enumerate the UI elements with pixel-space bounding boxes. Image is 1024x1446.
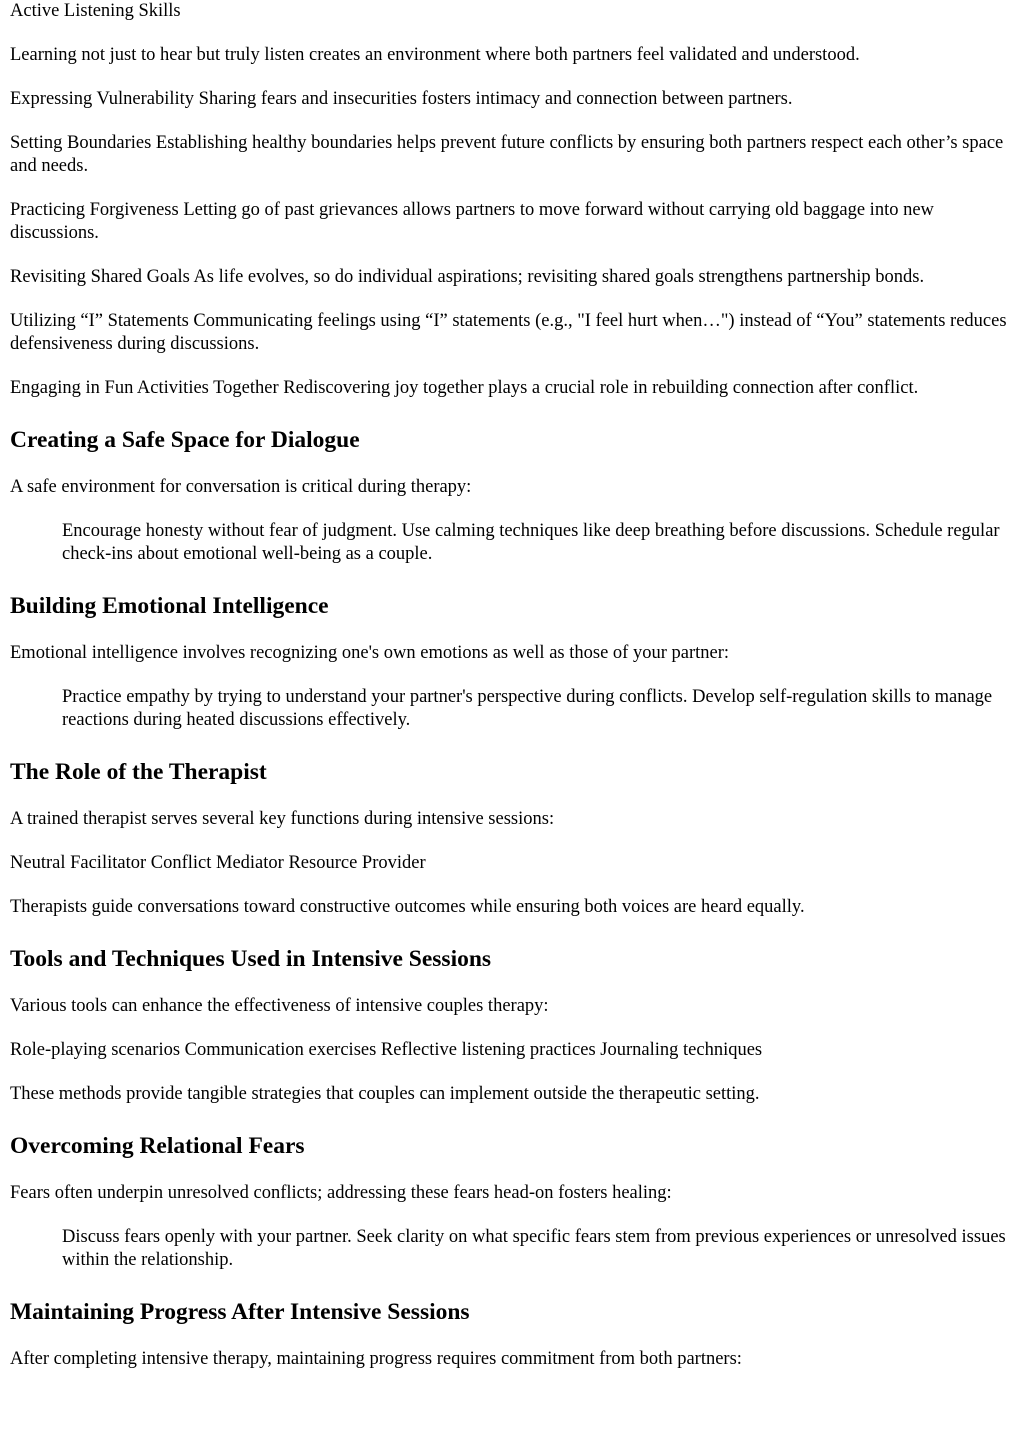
heading-safe-space: Creating a Safe Space for Dialogue (10, 427, 360, 453)
paragraph-emotional-intelligence-intro: Emotional intelligence involves recognizing one's own emotions as well as those of your partner: (10, 643, 730, 663)
paragraph-therapist-intro: A trained therapist serves several key functions during intensive sessions: (10, 809, 555, 829)
paragraph-active-listening-title: Active Listening Skills (10, 1, 181, 21)
paragraph-tools-intro: Various tools can enhance the effectiveness of intensive couples therapy: (10, 996, 549, 1016)
paragraph-active-listening: Learning not just to hear but truly listen creates an environment where both partners feel validated and understood. (10, 45, 860, 65)
paragraph-therapist-outro: Therapists guide conversations toward constructive outcomes while ensuring both voices are heard equally. (10, 897, 805, 917)
heading-fears: Overcoming Relational Fears (10, 1133, 305, 1159)
paragraph-tools-list: Role-playing scenarios Communication exercises Reflective listening practices Journaling techniques (10, 1040, 763, 1060)
paragraph-boundaries: Setting Boundaries Establishing healthy boundaries helps prevent future conflicts by ensuring both partners respect each other’s space and needs. (10, 133, 1004, 176)
paragraph-fun-activities: Engaging in Fun Activities Together Rediscovering joy together plays a crucial role in rebuilding connection after conflict. (10, 378, 919, 398)
paragraph-i-statements: Utilizing “I” Statements Communicating feelings using “I” statements (e.g., "I feel hurt when…") instead of “You” statements reduces defensiveness during discussions. (10, 311, 1007, 354)
paragraph-vulnerability: Expressing Vulnerability Sharing fears and insecurities fosters intimacy and connection between partners. (10, 89, 793, 109)
heading-tools: Tools and Techniques Used in Intensive Sessions (10, 946, 492, 972)
blockquote-safe-space: Encourage honesty without fear of judgment. Use calming techniques like deep breathing before discussions. Schedule regular check-ins about emotional well-being as a couple. (62, 521, 1000, 564)
paragraph-maintaining-intro: After completing intensive therapy, maintaining progress requires commitment from both partners: (10, 1349, 742, 1369)
paragraph-fears-intro: Fears often underpin unresolved conflicts; addressing these fears head-on fosters healing: (10, 1183, 672, 1203)
paragraph-tools-outro: These methods provide tangible strategies that couples can implement outside the therapeutic setting. (10, 1084, 760, 1104)
heading-therapist-role: The Role of the Therapist (10, 759, 267, 785)
paragraph-forgiveness: Practicing Forgiveness Letting go of past grievances allows partners to move forward without carrying old baggage into new discussions. (10, 200, 934, 243)
heading-maintaining: Maintaining Progress After Intensive Sessions (10, 1299, 470, 1325)
paragraph-therapist-list: Neutral Facilitator Conflict Mediator Resource Provider (10, 853, 426, 873)
heading-emotional-intelligence: Building Emotional Intelligence (10, 593, 329, 619)
blockquote-fears: Discuss fears openly with your partner. Seek clarity on what specific fears stem from previous experiences or unresolved issues within the relationship. (62, 1227, 1006, 1270)
paragraph-safe-space-intro: A safe environment for conversation is critical during therapy: (10, 477, 472, 497)
blockquote-emotional-intelligence: Practice empathy by trying to understand your partner's perspective during conflicts. Develop self-regulation skills to manage reactions during heated discussions effectively. (62, 687, 993, 730)
paragraph-shared-goals: Revisiting Shared Goals As life evolves, so do individual aspirations; revisiting shared goals strengthens partnership bonds. (10, 267, 925, 287)
